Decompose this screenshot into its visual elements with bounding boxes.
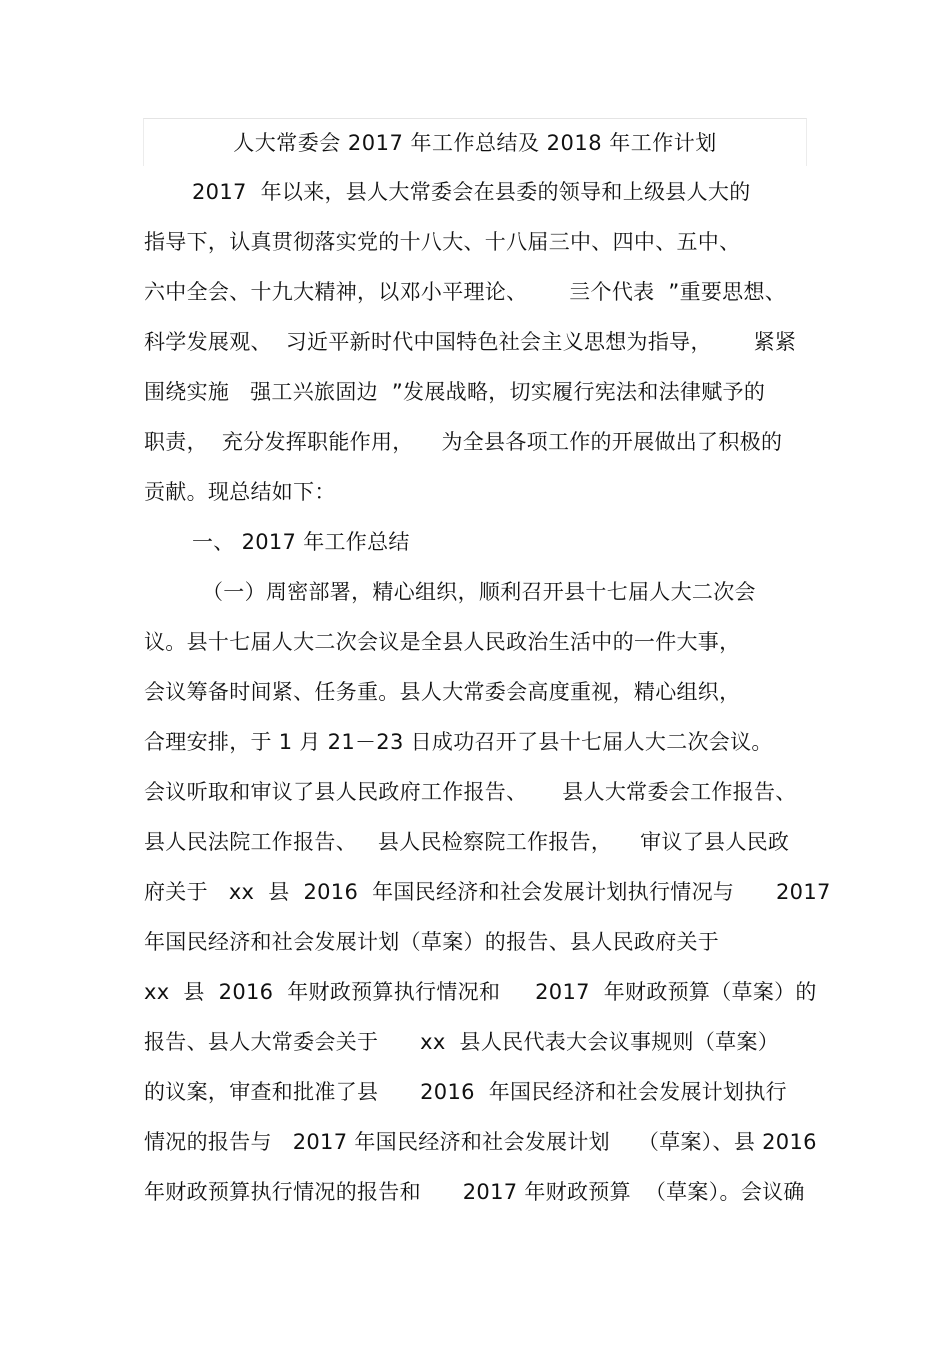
body-line: 科学发展观、 习近平新时代中国特色社会主义思想为指导， 紧紧 bbox=[144, 330, 797, 354]
body-line: 会议听取和审议了县人民政府工作报告、 县人大常委会工作报告、 bbox=[144, 780, 797, 804]
body-line: 报告、县人大常委会关于 xx 县人民代表大会议事规则（草案） bbox=[144, 1030, 780, 1054]
body-line: （一）周密部署，精心组织，顺利召开县十七届人大二次会 bbox=[202, 580, 756, 604]
body-line: xx 县 2016 年财政预算执行情况和 2017 年财政预算（草案）的 bbox=[144, 980, 817, 1004]
body-line: 议。县十七届人大二次会议是全县人民政治生活中的一件大事， bbox=[144, 630, 741, 654]
body-line: 府关于 xx 县 2016 年国民经济和社会发展计划执行情况与 2017 bbox=[144, 880, 831, 904]
title-frame bbox=[143, 118, 807, 166]
body-line: 指导下，认真贯彻落实党的十八大、十八届三中、四中、五中、 bbox=[144, 230, 741, 254]
body-line: 情况的报告与 2017 年国民经济和社会发展计划 （草案）、县 2016 bbox=[144, 1130, 817, 1154]
body-line: 年国民经济和社会发展计划（草案）的报告、县人民政府关于 bbox=[144, 930, 720, 954]
body-line: 六中全会、十九大精神，以邓小平理论、 亖个代表 ”重要思想、 bbox=[144, 280, 787, 304]
body-line: 会议筹备时间紧、任务重。县人大常委会高度重视，精心组织， bbox=[144, 680, 741, 704]
body-line: 2017 年以来，县人大常委会在县委的领导和上级县人大的 bbox=[192, 180, 751, 204]
body-line: 的议案，审查和批准了县 2016 年国民经济和社会发展计划执行 bbox=[144, 1080, 787, 1104]
body-line: 职责， 充分发挥职能作用， 为全县各项工作的开展做出了积极的 bbox=[144, 430, 783, 454]
body-line: 一、 2017 年工作总结 bbox=[192, 530, 410, 554]
body-line: 县人民法院工作报告、 县人民检察院工作报告， 审议了县人民政 bbox=[144, 830, 790, 854]
body-line: 围绕实施 强工兴旅固边 ”发展战略，切实履行宪法和法律赋予的 bbox=[144, 380, 766, 404]
body-line: 合理安排，于 1 月 21－23 日成功召开了县十七届人大二次会议。 bbox=[144, 730, 773, 754]
document-title: 人大常委会 2017 年工作总结及 2018 年工作计划 bbox=[233, 131, 717, 155]
body-line: 年财政预算执行情况的报告和 2017 年财政预算 （草案）。会议确 bbox=[144, 1180, 805, 1204]
body-line: 贡献。现总结如下： bbox=[144, 480, 336, 504]
